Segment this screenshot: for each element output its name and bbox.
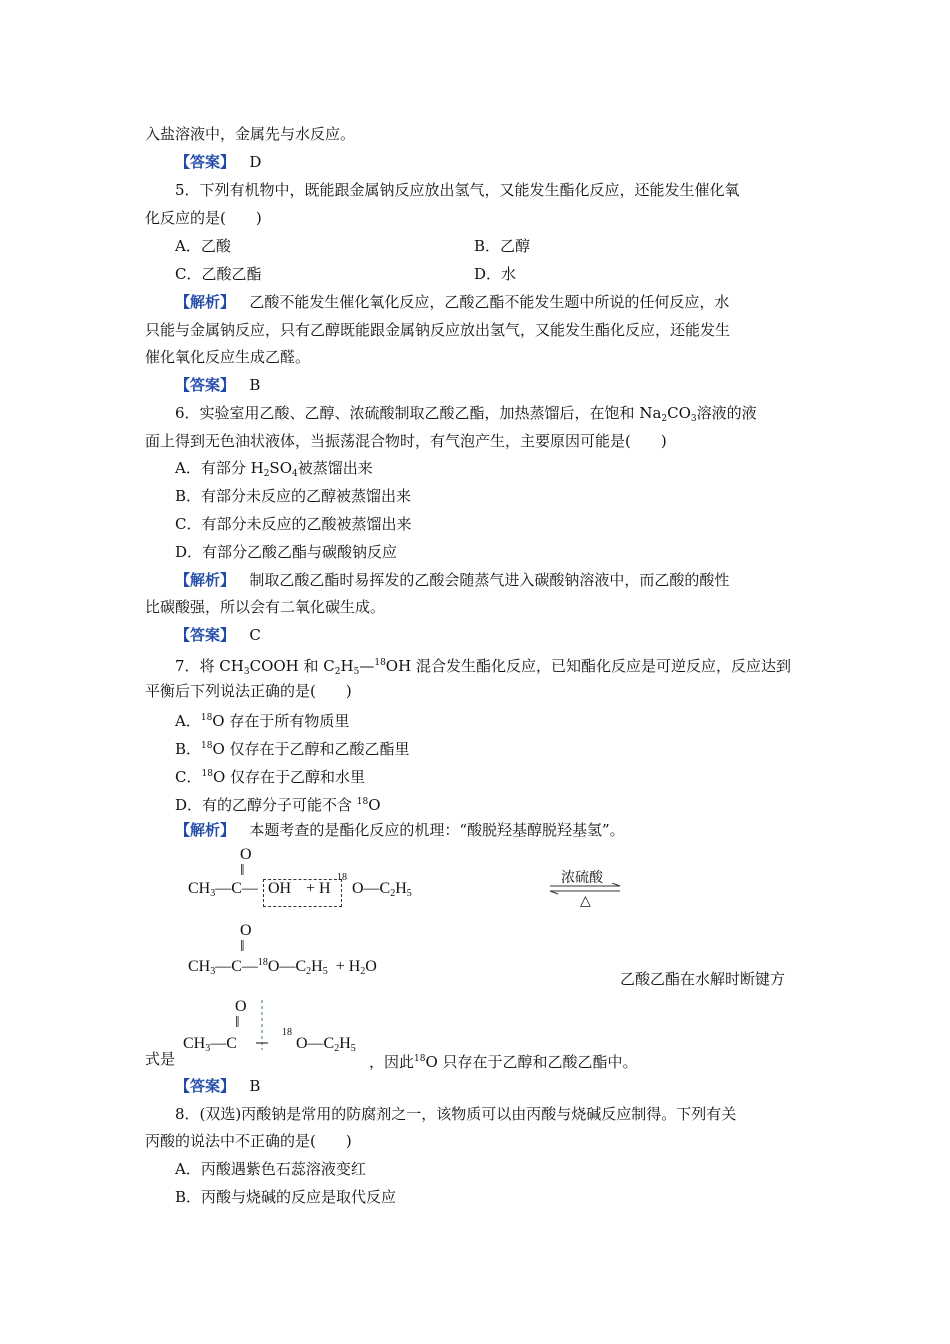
superscript: 18 xyxy=(201,741,213,751)
analysis-text: 制取乙酸乙酯时易挥发的乙酸会随蒸气进入碳酸钠溶液中，而乙酸的酸性 xyxy=(249,571,730,589)
q7-text: H xyxy=(340,657,354,675)
option-a xyxy=(175,708,349,731)
double-bond: ‖ xyxy=(235,1014,240,1031)
opt-text: O 仅存在于乙醇和乙酸乙酯里 xyxy=(212,740,410,758)
opt-text: O xyxy=(368,796,381,814)
ch-group: CH xyxy=(183,1035,206,1052)
superscript: 18 xyxy=(414,1054,426,1064)
answer-value: B xyxy=(249,1077,261,1095)
option-b: B．乙醇 xyxy=(474,237,531,255)
q7-text: H 混合发生酯化反应，已知酯化反应是可逆反应，反应达到 xyxy=(398,657,791,675)
subscript: 4 xyxy=(292,469,298,479)
option-a xyxy=(175,458,373,484)
q6-text: CO xyxy=(667,404,691,422)
option-b xyxy=(175,736,410,759)
double-bond: ‖ xyxy=(240,938,245,955)
analysis-tag: 【解析】 xyxy=(175,293,236,311)
question-6 xyxy=(175,403,757,429)
q7-text: — xyxy=(359,657,375,675)
answer-line xyxy=(175,625,261,645)
answer-value: C xyxy=(249,626,261,644)
heat-symbol: △ xyxy=(580,894,591,909)
analysis-text: 式是 xyxy=(145,1050,176,1068)
subscript: 5 xyxy=(406,888,412,899)
option-c: C．有部分未反应的乙酸被蒸馏出来 xyxy=(175,515,412,533)
option-b: B．丙酸与烧碱的反应是取代反应 xyxy=(175,1188,397,1206)
answer-line xyxy=(175,1076,260,1096)
question-7-cont: 平衡后下列说法正确的是( ) xyxy=(145,682,352,700)
analysis-cont: 只能与金属钠反应，只有乙醇既能跟金属钠反应放出氢气，又能发生酯化反应，还能发生 xyxy=(145,321,731,339)
double-bond: ‖ xyxy=(240,862,245,879)
isotope-label: 18 xyxy=(282,1027,292,1038)
ethoxy-formula xyxy=(296,1035,356,1054)
question-6-cont: 面上得到无色油状液体，当振荡混合物时，有气泡产生，主要原因可能是( ) xyxy=(145,432,667,450)
carbon-bond: —C— xyxy=(215,958,258,975)
option-d: D．水 xyxy=(474,265,517,283)
subscript: 2 xyxy=(306,966,312,977)
carbon-bond: —C xyxy=(210,1035,237,1052)
text: O 只存在于乙醇和乙酸乙酯中。 xyxy=(425,1053,638,1071)
subscript: 3 xyxy=(243,667,250,677)
subscript: 5 xyxy=(322,966,328,977)
oc-group: O—C xyxy=(352,880,391,897)
options-row xyxy=(175,264,815,284)
option-b: B．有部分未反应的乙醇被蒸馏出来 xyxy=(175,487,412,505)
opt-text: D．有的乙醇分子可能不含 xyxy=(175,796,357,814)
q6-text: 6．实验室用乙酸、乙醇、浓硫酸制取乙酸乙酯，加热蒸馏后，在饱和 Na xyxy=(175,404,662,422)
oc-group: O—C xyxy=(296,1035,335,1052)
h-group: H xyxy=(395,880,407,897)
answer-line xyxy=(175,375,260,395)
subscript: 2 xyxy=(390,888,396,899)
h-group: H xyxy=(311,958,323,975)
analysis-tag: 【解析】 xyxy=(175,821,236,839)
analysis-cont: 催化氧化反应生成乙醛。 xyxy=(145,348,311,366)
carbonyl-o: O xyxy=(240,922,252,939)
ester-formula xyxy=(188,957,377,977)
carbonyl-o: O xyxy=(235,998,247,1015)
opt-letter: A． xyxy=(175,712,201,730)
q7-text: 7．将 CH xyxy=(175,657,244,675)
q6-text: 溶液的液 xyxy=(696,404,757,422)
analysis-line xyxy=(175,570,729,590)
analysis-tag: 【解析】 xyxy=(175,571,236,589)
option-a: A．丙酸遇紫色石蕊溶液变红 xyxy=(175,1160,366,1178)
analysis-line xyxy=(175,820,625,840)
option-a: A．乙酸 xyxy=(175,237,231,255)
q7-text: COOH 和 C xyxy=(249,657,335,675)
opt-text: 被蒸馏出来 xyxy=(297,459,373,477)
subscript: 3 xyxy=(210,966,216,977)
superscript: 18 xyxy=(200,713,213,723)
catalyst-label: 浓硫酸 xyxy=(561,871,603,886)
text-line: 入盐溶液中，金属先与水反应。 xyxy=(145,125,356,143)
option-d: D．有部分乙酸乙酯与碳酸钠反应 xyxy=(175,543,398,561)
opt-text: O 存在于所有物质里 xyxy=(212,712,350,730)
answer-value: D xyxy=(249,153,262,171)
ethanol-formula xyxy=(352,880,412,899)
answer-value: B xyxy=(249,376,261,394)
superscript: 18 xyxy=(201,769,213,779)
q7-text: O xyxy=(385,657,399,675)
question-5: 5．下列有机物中，既能跟金属钠反应放出氢气，又能发生酯化反应，还能发生催化氧 xyxy=(175,181,740,199)
superscript: 18 xyxy=(257,957,268,968)
carbon-bond: —C— xyxy=(215,880,258,897)
ch-group: CH xyxy=(188,880,211,897)
subscript: 2 xyxy=(334,667,341,677)
superscript: 18 xyxy=(374,658,386,668)
analysis-text xyxy=(369,1049,638,1072)
answer-tag: 【答案】 xyxy=(175,153,236,171)
carbonyl-o: O xyxy=(240,846,252,863)
opt-text: O 仅存在于乙醇和水里 xyxy=(212,768,366,786)
opt-letter: B． xyxy=(175,740,202,758)
isotope-label: 18 xyxy=(337,872,347,883)
subscript: 3 xyxy=(210,888,216,899)
acetic-acid-formula xyxy=(188,880,258,899)
answer-tag: 【答案】 xyxy=(175,1077,236,1095)
option-c: C．乙酸乙酯 xyxy=(175,265,262,283)
subscript: 2 xyxy=(334,1043,340,1054)
hydrogen: + H xyxy=(306,880,331,897)
subscript: 5 xyxy=(350,1043,356,1054)
analysis-text: 本题考查的是酯化反应的机理：“酸脱羟基醇脱羟基氢”。 xyxy=(249,821,625,839)
question-5-cont: 化反应的是( ) xyxy=(145,209,262,227)
answer-tag: 【答案】 xyxy=(175,376,236,394)
subscript: 2 xyxy=(661,414,668,424)
superscript: 18 xyxy=(356,797,369,807)
oc-group: O—C xyxy=(267,958,307,975)
opt-text: SO xyxy=(269,459,292,477)
subscript: 3 xyxy=(690,414,697,424)
h-group: H xyxy=(339,1035,351,1052)
ester-formula xyxy=(183,1035,237,1054)
ch-group: CH xyxy=(188,958,211,975)
bond-break-line xyxy=(256,1000,268,1050)
opt-letter: C． xyxy=(175,768,202,786)
option-c xyxy=(175,764,365,787)
water: + H xyxy=(335,958,361,975)
subscript: 3 xyxy=(205,1043,211,1054)
question-8-cont: 丙酸的说法中不正确的是( ) xyxy=(145,1132,352,1150)
analysis-line xyxy=(175,292,729,312)
answer-line xyxy=(175,152,261,172)
analysis-cont: 比碳酸强，所以会有二氧化碳生成。 xyxy=(145,598,386,616)
option-d xyxy=(175,792,381,815)
opt-text: A．有部分 H xyxy=(175,459,264,477)
subscript: 2 xyxy=(360,966,366,977)
hydroxyl: OH xyxy=(268,880,292,897)
analysis-text: 乙酸乙酯在水解时断键方 xyxy=(620,970,786,988)
analysis-text: 乙酸不能发生催化氧化反应，乙酸乙酯不能发生题中所说的任何反应，水 xyxy=(249,293,730,311)
options-row xyxy=(175,236,815,256)
subscript: 2 xyxy=(263,469,270,479)
text: ，因此 xyxy=(369,1053,415,1071)
question-8: 8．(双选)丙酸钠是常用的防腐剂之一，该物质可以由丙酸与烧碱反应制得。下列有关 xyxy=(175,1105,737,1123)
subscript: 5 xyxy=(353,667,360,677)
water-o: O xyxy=(365,958,377,975)
question-7 xyxy=(175,653,791,682)
answer-tag: 【答案】 xyxy=(175,626,236,644)
